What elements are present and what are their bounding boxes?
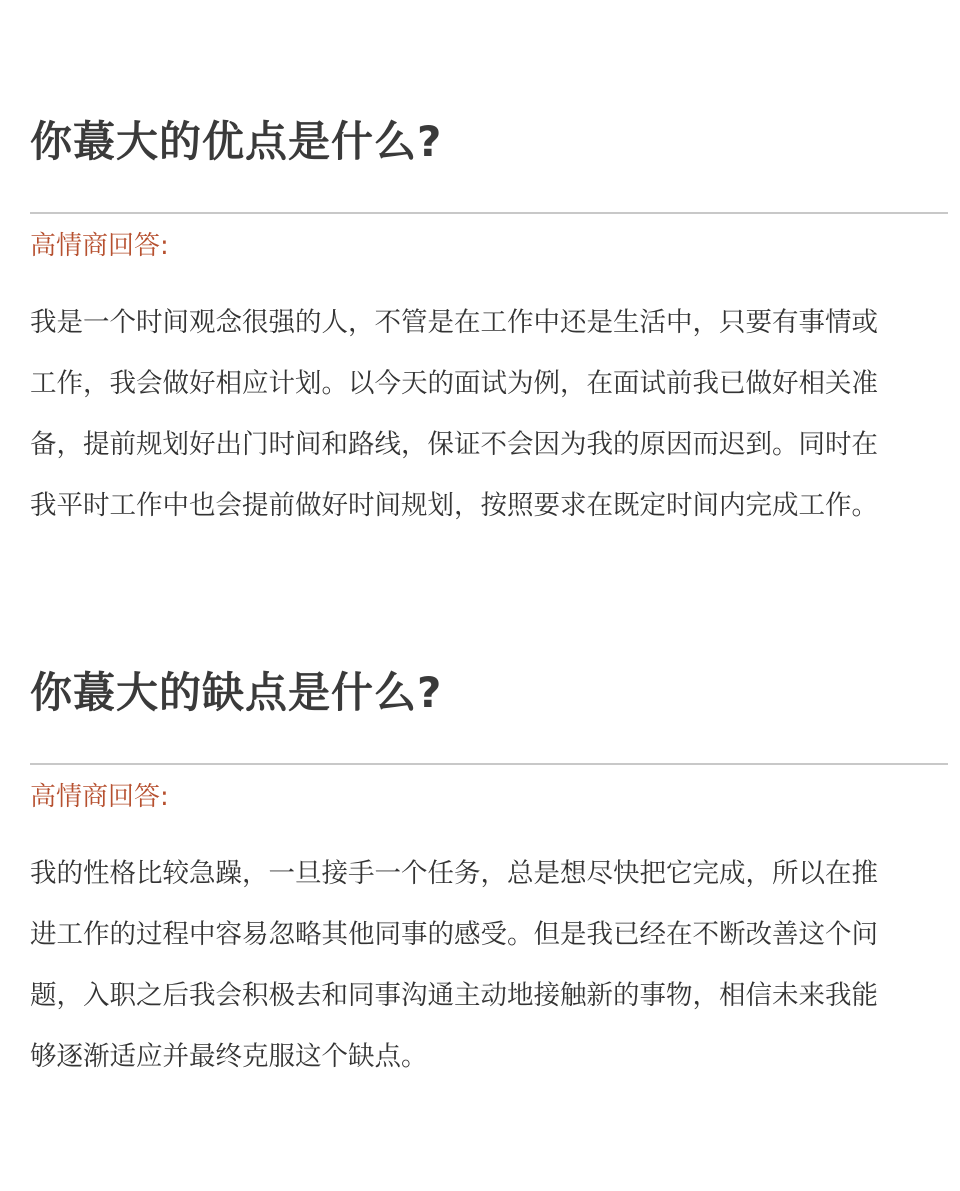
qa-section-weakness	[30, 663, 948, 1072]
answer-label: 高情商回答:	[30, 782, 169, 812]
answer-body	[30, 843, 948, 1087]
divider	[30, 763, 948, 765]
answer-line: 我平时工作中也会提前做好时间规划，按照要求在既定时间内完成工作。	[30, 490, 878, 521]
divider	[30, 212, 948, 214]
answer-line: 工作，我会做好相应计划。以今天的面试为例，在面试前我已做好相关准	[30, 368, 878, 399]
answer-label: 高情商回答:	[30, 231, 169, 261]
question-title: 你蕞大的优点是什么?	[30, 117, 443, 166]
answer-line: 进工作的过程中容易忽略其他同事的感受。但是我已经在不断改善这个问	[30, 919, 878, 950]
answer-line: 我的性格比较急躁，一旦接手一个任务，总是想尽快把它完成，所以在推	[30, 858, 878, 889]
answer-body	[30, 292, 948, 536]
answer-line: 够逐渐适应并最终克服这个缺点。	[30, 1041, 428, 1072]
qa-section-strength	[30, 112, 948, 521]
answer-line: 备，提前规划好出门时间和路线，保证不会因为我的原因而迟到。同时在	[30, 429, 878, 460]
question-title: 你蕞大的缺点是什么?	[30, 668, 443, 717]
answer-line: 我是一个时间观念很强的人，不管是在工作中还是生活中，只要有事情或	[30, 307, 878, 338]
answer-line: 题，入职之后我会积极去和同事沟通主动地接触新的事物，相信未来我能	[30, 980, 878, 1011]
